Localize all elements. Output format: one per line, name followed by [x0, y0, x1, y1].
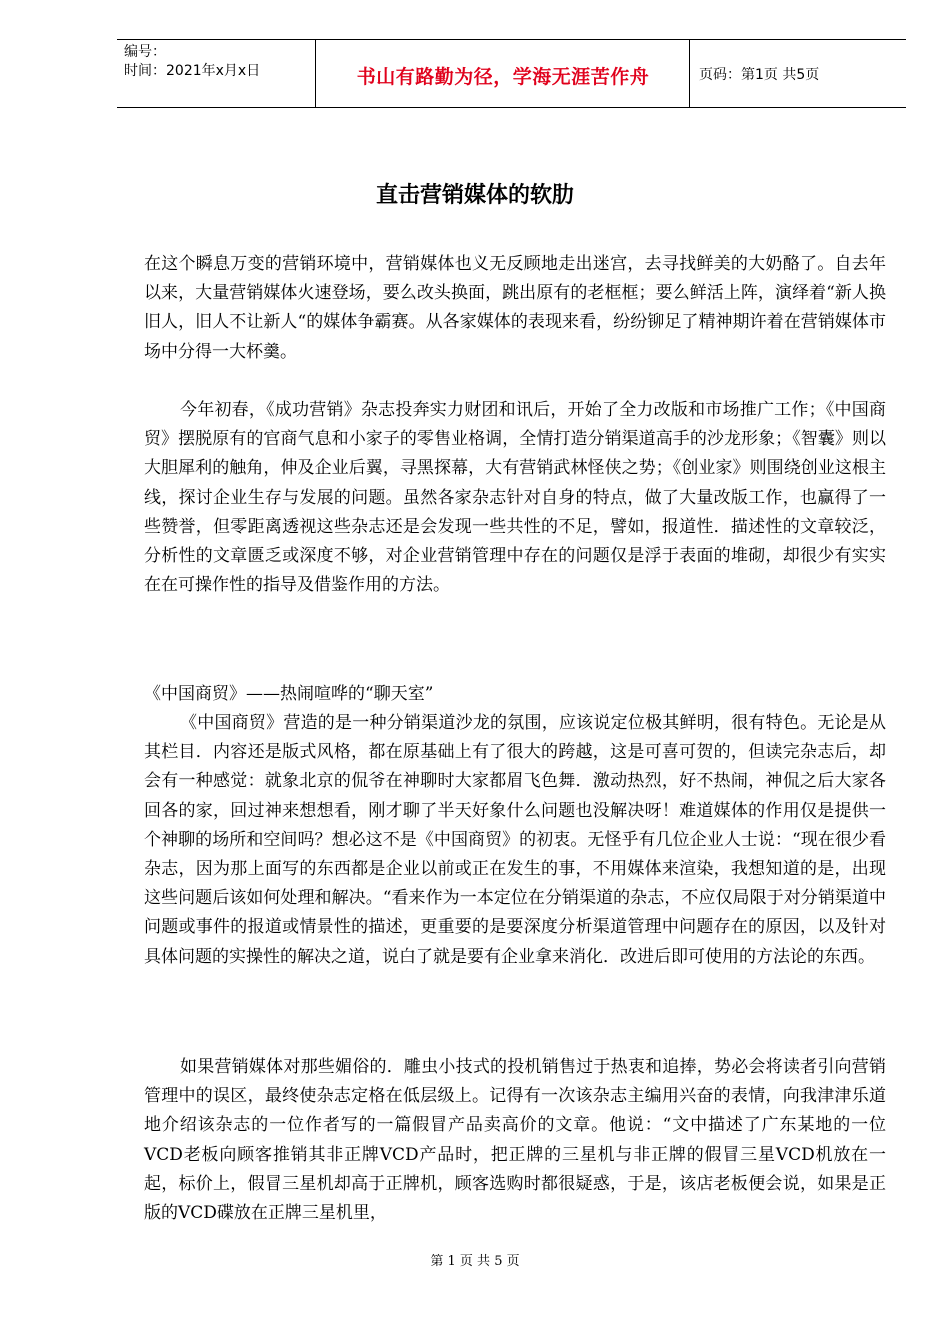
time-label: 时间：2021年x月x日: [124, 63, 261, 79]
document-title: 直击营销媒体的软肋: [375, 183, 574, 208]
header-divider-left: [315, 39, 316, 108]
page-header: [117, 39, 906, 108]
header-bottom-rule: [117, 107, 906, 108]
paragraph-china-trade: 《中国商贸》营造的是一种分销渠道沙龙的氛围，应该说定位极其鲜明，很有特色。无论是从其栏目．内容还是版式风格，都在原基础上有了很大的跨越，这是可喜可贺的，但读完杂志后，却会有一种感觉：就象北京的侃爷在神聊时大家都眉飞色舞．激动热烈，好不热闹，神侃之后大家各回各的家，回过神来想想看，刚才聊了半天好象什么问题也没解决呀！难道媒体的作用仅是提供一个神聊的场所和空间吗？想必这不是《中国商贸》的初衷。无怪乎有几位企业人士说：“现在很少看杂志，因为那上面写的东西都是企业以前或正在发生的事，不用媒体来渲染，我想知道的是，出现这些问题后该如何处理和解决。“看来作为一本定位在分销渠道的杂志，不应仅局限于对分销渠道中问题或事件的报道或情景性的描述，更重要的是要深度分析渠道管理中问题存在的原因，以及针对具体问题的实操性的解决之道，说白了就是要有企业拿来消化．改进后即可使用的方法论的东西。: [144, 713, 886, 967]
paragraph-marketing-media: 如果营销媒体对那些媚俗的．雕虫小技式的投机销售过于热衷和追捧，势必会将读者引向营销管理中的误区，最终使杂志定格在低层级上。记得有一次该杂志主编用兴奋的表情，向我津津乐道地介绍该杂志的一位作者写的一篇假冒产品卖高价的文章。他说：“文中描述了广东某地的一位VCD老板向顾客推销其非正牌VCD产品时，把正牌的三星机与非正牌的假冒三星VCD机放在一起，标价上，假冒三星机却高于正牌机，顾客选购时都很疑惑，于是，该店老板便会说，如果是正版的VCD碟放在正牌三星机里，: [144, 1057, 886, 1224]
header-top-rule: [117, 39, 906, 40]
header-motto: 书山有路勤为径，学海无涯苦作舟: [356, 66, 650, 88]
page-footer: 第 1 页 共 5 页: [430, 1254, 520, 1269]
paragraph-overview: 今年初春，《成功营销》杂志投奔实力财团和讯后，开始了全力改版和市场推广工作；《中国商贸》摆脱原有的官商气息和小家子的零售业格调，全情打造分销渠道高手的沙龙形象；《智囊》则以大胆犀利的触角，伸及企业后翼，寻黑探幕，大有营销武林怪侠之势；《创业家》则围绕创业这根主线，探讨企业生存与发展的问题。虽然各家杂志针对自身的特点，做了大量改版工作，也赢得了一些赞誉，但零距离透视这些杂志还是会发现一些共性的不足，譬如，报道性．描述性的文章较泛，分析性的文章匮乏或深度不够，对企业营销管理中存在的问题仅是浮于表面的堆砌，却很少有实实在在可操作性的指导及借鉴作用的方法。: [144, 400, 886, 596]
header-divider-right: [689, 39, 690, 108]
header-page-info: 页码：第1页 共5页: [699, 67, 820, 83]
number-label: 编号：: [124, 44, 166, 60]
header-meta: [124, 43, 260, 81]
paragraph-intro: 在这个瞬息万变的营销环境中，营销媒体也义无反顾地走出迷宫，去寻找鲜美的大奶酪了。自去年以来，大量营销媒体火速登场，要么改头换面，跳出原有的老框框；要么鲜活上阵，演绎着“新人换旧人，旧人不让新人“的媒体争霸赛。从各家媒体的表现来看，纷纷铆足了精神期许着在营销媒体市场中分得一大杯羹。: [144, 254, 886, 362]
section-heading: 《中国商贸》——热闹喧哗的“聊天室”: [144, 684, 434, 704]
